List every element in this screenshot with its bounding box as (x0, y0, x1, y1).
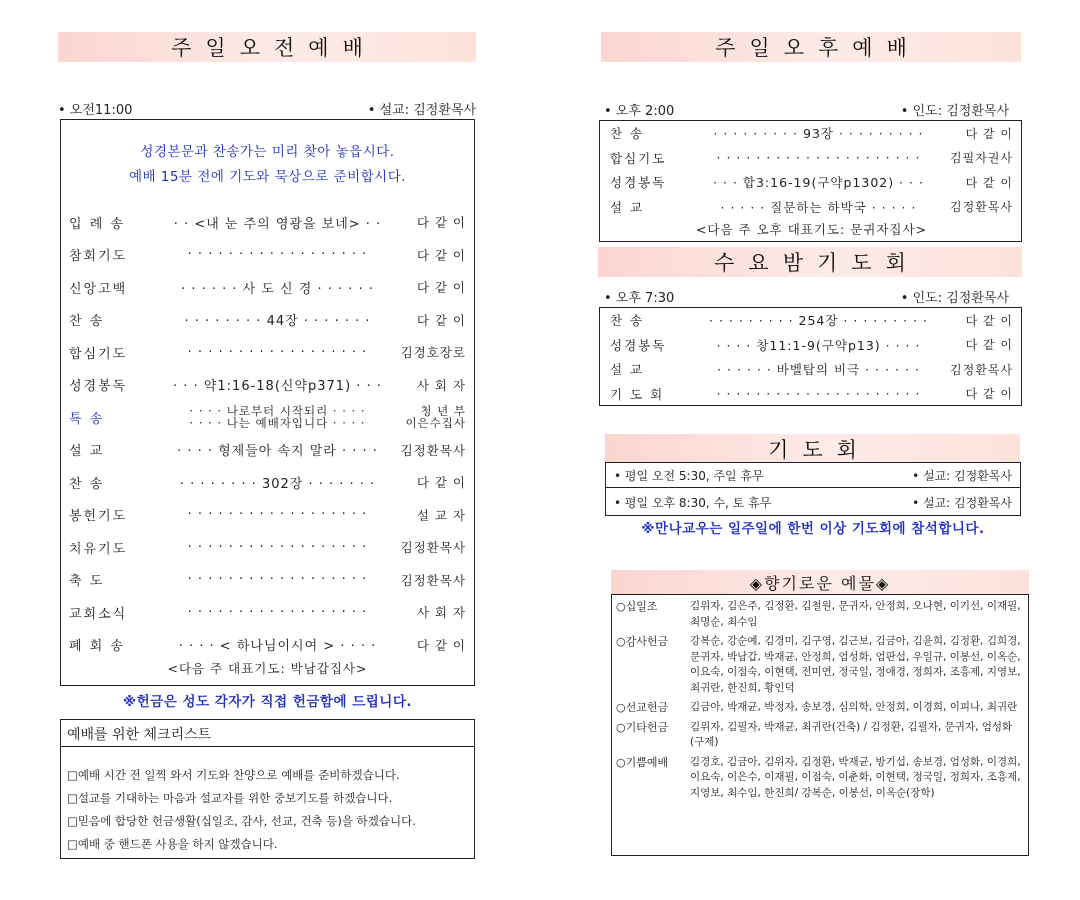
am-row-person: 사 회 자 (416, 377, 466, 393)
pm-info-line (604, 100, 1009, 119)
pm-row-person: 김필자권사 (950, 151, 1013, 166)
am-row-closing-song (69, 629, 466, 662)
prayer-title: 기도회 (768, 438, 871, 462)
wed-row-person: 다 같 이 (965, 338, 1013, 353)
am-intro-line-1: 성경본문과 찬송가는 미리 찾아 놓읍시다. (140, 144, 395, 160)
am-row-label: 교회소식 (69, 606, 128, 622)
am-row-label: 성경봉독 (69, 379, 128, 395)
offering-box (611, 594, 1029, 856)
prayer-box (605, 462, 1021, 516)
offering-names: 김금아, 박재균, 박정자, 송보경, 심의학, 안정희, 이경희, 이피나, 최귀란 (690, 701, 1018, 713)
offering-row-tithe (612, 597, 1028, 632)
wed-info-line (604, 287, 1009, 306)
pm-row-person: 다 같 이 (965, 126, 1013, 141)
wed-row-person: 김정환목사 (950, 362, 1013, 377)
pm-row-sermon (610, 195, 1013, 220)
am-row-person: 다 같 이 (416, 215, 466, 231)
am-row-person: 김경호장로 (400, 345, 466, 361)
am-row-label: 치유기도 (69, 541, 128, 557)
am-row-benediction (69, 564, 466, 597)
am-row-label: 봉헌기도 (69, 509, 128, 525)
prayer-schedule: • 평일 오전 5:30, 주일 휴무 (614, 469, 764, 483)
wed-row-person: 다 같 이 (965, 387, 1013, 402)
am-title-banner (58, 32, 476, 62)
checklist-item: □예배 중 핸드폰 사용을 하지 않겠습니다. (67, 837, 278, 851)
prayer-schedule: • 평일 오후 8:30, 수, 토 휴무 (614, 495, 772, 510)
offering-label: ○십일조 (616, 600, 658, 613)
am-intro (61, 140, 474, 190)
am-row-creed (69, 271, 466, 304)
wed-row-scripture (610, 333, 1013, 358)
am-row-content: · · <내 눈 주의 영광을 보네> · · (173, 216, 382, 232)
wed-row-content: · · · · 창11:1-9(구약p13) · · · · (716, 337, 921, 353)
am-order-box (60, 119, 475, 686)
offering-label: ○선교헌금 (616, 701, 669, 714)
am-row-hymn-1 (69, 304, 466, 337)
am-row-content: · · · 약1:16-18(신약p371) · · · (173, 379, 382, 395)
pm-row-label: 찬 송 (610, 126, 645, 142)
am-row-content: · · · · · · · · · · · · · · · · · · (187, 572, 368, 588)
prayer-title-banner (605, 434, 1020, 464)
am-offering-note: ※헌금은 성도 각자가 직접 헌금함에 드립니다. (123, 694, 412, 710)
am-row-offering-prayer (69, 499, 466, 532)
am-time: • 오전11:00 (58, 103, 133, 118)
pm-row-content: · · · · · · · · · · · · · · · · · · · · · (716, 150, 921, 166)
am-row-label: 신앙고백 (69, 281, 128, 297)
pm-leader: • 인도: 김정환목사 (900, 104, 1009, 119)
special-song-performer-1: 청 년 부 (420, 404, 466, 419)
wed-row-content: · · · · · · · · · · · · · · · · · · · · · (716, 386, 921, 402)
am-title: 주일오전예배 (171, 36, 377, 60)
wed-row-content: · · · · · · 바벨탑의 비극 · · · · · · (717, 362, 920, 378)
offering-names: 김경호, 김금아, 김위자, 김정환, 박재균, 방기섭, 송보경, 엄성화, 이경희, 이요숙, 이은수, 이재필, 이점숙, 이춘화, 이현택, 정국일, 정희자, 조흥제, 지영보, 최수임, 한진희/ 강복순, 이봉선, 이옥순(장학) (690, 755, 1021, 799)
pm-row-person: 김정환목사 (950, 200, 1013, 215)
am-row-person: 김정환목사 (400, 540, 466, 556)
pm-next-prayer: <다음 주 오후 대표기도: 문귀자집사> (695, 222, 928, 237)
special-song-2: · · · · 나는 예배자입니다 · · · · (189, 416, 366, 430)
offering-names: 강복순, 강순예, 김경미, 김구영, 김근보, 김금아, 김윤희, 김정환, 김희경, 문귀자, 박남갑, 박재균, 안정희, 엄성화, 엄판섭, 우일규, 이봉선, 이옥순, 이요숙, 이점숙, 이현택, 전미연, 정국일, 정애경, 정희자, 조흥제, 지영보, 최귀란, 한진희, 황인덕 (690, 635, 1021, 694)
am-row-content: · · · · · · · · · · · · · · · · · · (187, 539, 368, 555)
pm-time: • 오후 2:00 (604, 104, 675, 119)
am-row-news (69, 596, 466, 629)
am-row-content: · · · · · · · · · · · · · · · · · · (187, 247, 368, 263)
offering-names: 김위자, 김은주, 김정환, 김철원, 문귀자, 안정희, 오나현, 이기선, 이재필, 최명순, 최수임 (690, 600, 1021, 628)
am-row-person (394, 405, 466, 429)
pm-title: 주일오후예배 (715, 36, 921, 60)
prayer-preacher: • 설교: 김정환목사 (912, 469, 1012, 483)
am-row-special-song (69, 401, 466, 434)
pm-row-scripture (610, 170, 1013, 195)
pm-row-label: 합심기도 (610, 150, 667, 166)
special-song-performer-2: 이은수집사 (405, 416, 466, 431)
am-row-healing-prayer (69, 531, 466, 564)
wed-time: • 오후 7:30 (604, 291, 675, 306)
am-row-content: · · · · · · · · 302장 · · · · · · · (179, 476, 376, 492)
wed-row-label: 성경봉독 (610, 337, 667, 353)
checklist-box (60, 719, 475, 859)
am-row-content: · · · · · · · · · · · · · · · · · · (187, 604, 368, 620)
am-row-content: · · · · · · · · · · · · · · · · · · (187, 507, 368, 523)
offering-label: ○감사헌금 (616, 635, 669, 648)
am-row-sermon (69, 434, 466, 467)
prayer-preacher: • 설교: 김정환목사 (912, 495, 1012, 510)
am-row-label: 축 도 (69, 574, 105, 590)
am-row-repentance (69, 239, 466, 272)
am-row-person: 다 같 이 (416, 247, 466, 263)
checklist-title: 예배를 위한 체크리스트 (61, 720, 474, 747)
am-next-prayer: <다음 주 대표기도: 박남갑집사> (167, 661, 368, 676)
pm-row-content: · · · · · 질문하는 하박국 · · · · · (720, 199, 917, 215)
am-row-entrance (69, 206, 466, 239)
pm-row-label: 성경봉독 (610, 175, 667, 191)
am-row-label: 찬 송 (69, 314, 105, 330)
pm-row-label: 설 교 (610, 199, 645, 215)
am-row-label: 입 례 송 (69, 216, 125, 232)
offering-label: ○기타헌금 (616, 720, 669, 734)
am-row-person: 김정환목사 (400, 572, 466, 588)
wed-title: 수요밤기도회 (714, 251, 920, 275)
pm-order-box (599, 120, 1022, 242)
offering-label: ○기쁨예배 (616, 755, 669, 769)
am-row-person: 다 같 이 (416, 280, 466, 296)
am-row-person: 다 같 이 (416, 637, 466, 653)
am-row-content: · · · · · · · · 44장 · · · · · · · (184, 314, 371, 330)
am-row-content: · · · · < 하나님이시여 > · · · · (178, 639, 377, 655)
am-row-person: 사 회 자 (416, 605, 466, 621)
pm-title-banner (601, 32, 1021, 62)
am-row-scripture (69, 369, 466, 402)
prayer-row-morning (606, 464, 1020, 488)
am-row-label: 찬 송 (69, 476, 105, 492)
checklist-item: □예배 시간 전 일찍 와서 기도와 찬양으로 예배를 준비하겠습니다. (67, 768, 400, 782)
wed-leader: • 인도: 김정환목사 (900, 291, 1009, 306)
checklist-items (67, 764, 470, 856)
am-row-label: 설 교 (69, 444, 105, 460)
wed-row-label: 기 도 회 (610, 386, 665, 402)
pm-row-joint-prayer (610, 146, 1013, 171)
am-row-joint-prayer (69, 336, 466, 369)
pm-row-person: 다 같 이 (965, 175, 1013, 190)
am-row-label: 참회기도 (69, 249, 128, 265)
wed-title-banner (598, 247, 1022, 277)
wed-row-person: 다 같 이 (965, 313, 1013, 328)
am-info-line (58, 99, 476, 118)
wed-row-label: 찬 송 (610, 313, 645, 329)
pm-row-content: · · · · · · · · · 93장 · · · · · · · · · (713, 126, 924, 142)
offering-row-joy (612, 753, 1028, 804)
pm-row-hymn (610, 121, 1013, 146)
am-row-person: 김정환목사 (400, 442, 466, 458)
am-row-person: 설 교 자 (416, 507, 466, 523)
offering-row-thanks (612, 632, 1028, 698)
am-row-content: · · · · · · · · · · · · · · · · · · (187, 344, 368, 360)
wed-row-content: · · · · · · · · · 254장 · · · · · · · · · (709, 313, 928, 329)
am-row-person: 다 같 이 (416, 312, 466, 328)
am-row-hymn-2 (69, 466, 466, 499)
am-row-content: · · · · 형제들아 속지 말라 · · · · (177, 444, 378, 460)
special-song-1: · · · · 나로부터 시작되리 · · · · (189, 405, 366, 419)
wed-row-prayer (610, 382, 1013, 407)
pm-row-content: · · · 합3:16-19(구약p1302) · · · (713, 175, 924, 191)
checklist-item: □설교를 기대하는 마음과 설교자를 위한 중보기도를 하겠습니다. (67, 791, 393, 805)
am-preacher: • 설교: 김정환목사 (367, 103, 476, 118)
offering-names: 김위자, 김필자, 박재균, 최귀란(건축) / 김정환, 김필자, 문귀자, 엄성화(구제) (690, 720, 1013, 748)
am-row-content (161, 405, 394, 429)
wed-row-label: 설 교 (610, 362, 645, 378)
offering-title: ◈향기로운 예물◈ (749, 573, 891, 593)
wed-row-sermon (610, 357, 1013, 382)
checklist-item: □믿음에 합당한 헌금생활(십일조, 감사, 선교, 건축 등)을 하겠습니다. (67, 814, 416, 828)
am-row-label: 폐 회 송 (69, 639, 125, 655)
am-row-content: · · · · · · 사 도 신 경 · · · · · · (181, 281, 374, 297)
offering-row-other (612, 718, 1028, 753)
am-row-label: 합심기도 (69, 346, 128, 362)
am-order-list (69, 206, 466, 661)
wed-order-box (599, 307, 1022, 406)
wed-row-hymn (610, 308, 1013, 333)
am-intro-line-2: 예배 15분 전에 기도와 묵상으로 준비합시다. (128, 169, 407, 185)
am-row-label: 특 송 (69, 411, 105, 427)
prayer-note: ※만나교우는 일주일에 한번 이상 기도회에 참석합니다. (641, 521, 985, 537)
am-row-person: 다 같 이 (416, 475, 466, 491)
offering-title-banner (611, 570, 1029, 594)
offering-row-mission (612, 698, 1028, 718)
prayer-row-evening (606, 490, 1020, 514)
